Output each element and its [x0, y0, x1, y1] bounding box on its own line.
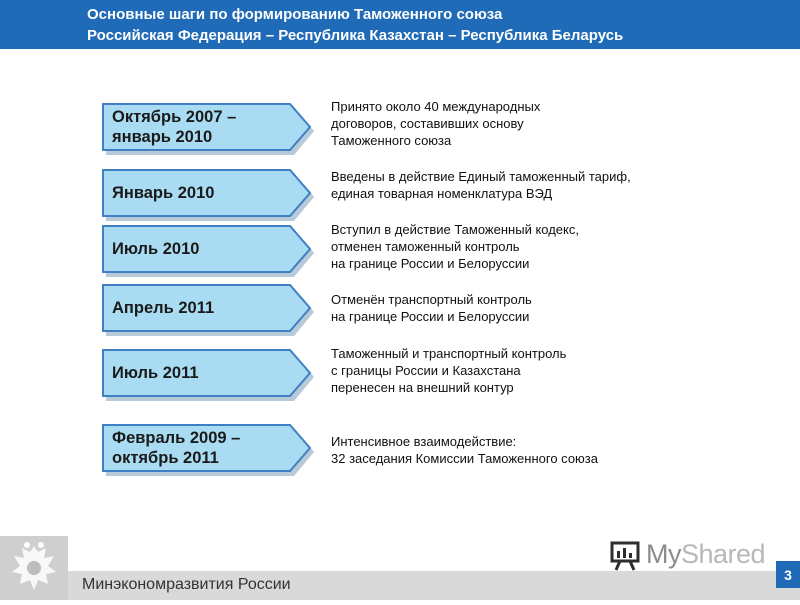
step-period-arrow: [102, 103, 316, 151]
step-period-arrow: [102, 284, 316, 332]
logo-text: MyShared: [646, 539, 766, 569]
step-description: Таможенный и транспортный контроль с границы России и Казахстана перенесен на внешний контур: [331, 346, 567, 395]
step-period-label: Июль 2010: [112, 240, 200, 258]
step-period-label: Октябрь 2007 – январь 2010: [112, 108, 237, 146]
presentation-icon: [610, 541, 642, 571]
step-description: Введены в действие Единый таможенный тариф, единая товарная номенклатура ВЭД: [331, 169, 631, 201]
ministry-name: Минэкономразвития России: [82, 576, 291, 593]
step-period-label: Февраль 2009 – октябрь 2011: [112, 429, 241, 467]
step-period-arrow: [102, 349, 316, 397]
slide-title-line2: Российская Федерация – Республика Казахстан – Республика Беларусь: [87, 27, 624, 44]
step-description: Отменён транспортный контроль на границе России и Белоруссии: [331, 292, 532, 324]
step-period-arrow: [102, 225, 316, 273]
step-period-label: Апрель 2011: [112, 299, 215, 317]
step-description: Принято около 40 международных договоров, составивших основу Таможенного союза: [331, 99, 541, 148]
step-period-arrow: [102, 424, 316, 472]
step-description: Интенсивное взаимодействие: 32 заседания Комиссии Таможенного союза: [331, 434, 598, 466]
step-description: Вступил в действие Таможенный кодекс, отменен таможенный контроль на границе России и Белоруссии: [331, 222, 579, 271]
step-period-label: Июль 2011: [112, 364, 199, 382]
slide-title-line1: Основные шаги по формированию Таможенного союза: [87, 6, 503, 23]
step-period-arrow: [102, 169, 316, 217]
step-period-label: Январь 2010: [112, 184, 215, 202]
slide-header: [0, 0, 800, 49]
coat-of-arms-icon: [0, 536, 68, 600]
page-number: 3: [776, 561, 800, 588]
